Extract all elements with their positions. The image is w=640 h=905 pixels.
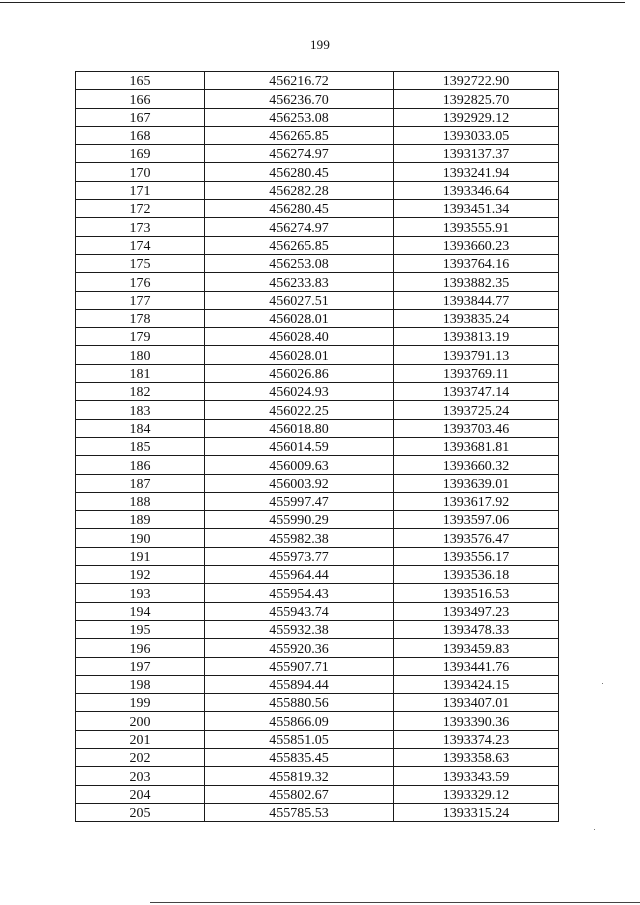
point-number-cell: 194 bbox=[76, 602, 205, 620]
y-coordinate-cell: 1393576.47 bbox=[394, 529, 559, 547]
bottom-scan-rule bbox=[150, 902, 640, 903]
y-coordinate-cell: 1393660.23 bbox=[394, 236, 559, 254]
point-number-cell: 189 bbox=[76, 511, 205, 529]
point-number-cell: 199 bbox=[76, 694, 205, 712]
x-coordinate-cell: 455819.32 bbox=[205, 767, 394, 785]
point-number-cell: 205 bbox=[76, 803, 205, 821]
y-coordinate-cell: 1393407.01 bbox=[394, 694, 559, 712]
y-coordinate-cell: 1393813.19 bbox=[394, 328, 559, 346]
table-row bbox=[76, 163, 559, 181]
point-number-cell: 195 bbox=[76, 620, 205, 638]
table-row bbox=[76, 108, 559, 126]
table-row bbox=[76, 529, 559, 547]
point-number-cell: 197 bbox=[76, 657, 205, 675]
table-row bbox=[76, 694, 559, 712]
table-row bbox=[76, 181, 559, 199]
point-number-cell: 165 bbox=[76, 72, 205, 90]
x-coordinate-cell: 455851.05 bbox=[205, 730, 394, 748]
table-row bbox=[76, 474, 559, 492]
y-coordinate-cell: 1393241.94 bbox=[394, 163, 559, 181]
point-number-cell: 204 bbox=[76, 785, 205, 803]
point-number-cell: 176 bbox=[76, 273, 205, 291]
y-coordinate-cell: 1393597.06 bbox=[394, 511, 559, 529]
point-number-cell: 174 bbox=[76, 236, 205, 254]
coordinates-table bbox=[75, 71, 559, 822]
x-coordinate-cell: 455954.43 bbox=[205, 584, 394, 602]
y-coordinate-cell: 1393617.92 bbox=[394, 492, 559, 510]
y-coordinate-cell: 1393835.24 bbox=[394, 309, 559, 327]
y-coordinate-cell: 1393844.77 bbox=[394, 291, 559, 309]
y-coordinate-cell: 1393358.63 bbox=[394, 748, 559, 766]
x-coordinate-cell: 456233.83 bbox=[205, 273, 394, 291]
point-number-cell: 186 bbox=[76, 456, 205, 474]
point-number-cell: 181 bbox=[76, 364, 205, 382]
scan-speck bbox=[602, 683, 603, 684]
x-coordinate-cell: 455785.53 bbox=[205, 803, 394, 821]
x-coordinate-cell: 455920.36 bbox=[205, 639, 394, 657]
x-coordinate-cell: 456003.92 bbox=[205, 474, 394, 492]
point-number-cell: 178 bbox=[76, 309, 205, 327]
y-coordinate-cell: 1393791.13 bbox=[394, 346, 559, 364]
table-row bbox=[76, 584, 559, 602]
x-coordinate-cell: 456253.08 bbox=[205, 254, 394, 272]
point-number-cell: 198 bbox=[76, 675, 205, 693]
point-number-cell: 169 bbox=[76, 145, 205, 163]
table-row bbox=[76, 291, 559, 309]
y-coordinate-cell: 1392825.70 bbox=[394, 90, 559, 108]
x-coordinate-cell: 456280.45 bbox=[205, 163, 394, 181]
table-row bbox=[76, 401, 559, 419]
table-row bbox=[76, 492, 559, 510]
point-number-cell: 188 bbox=[76, 492, 205, 510]
x-coordinate-cell: 456028.01 bbox=[205, 346, 394, 364]
x-coordinate-cell: 456265.85 bbox=[205, 236, 394, 254]
point-number-cell: 170 bbox=[76, 163, 205, 181]
y-coordinate-cell: 1393497.23 bbox=[394, 602, 559, 620]
point-number-cell: 200 bbox=[76, 712, 205, 730]
table-row bbox=[76, 803, 559, 821]
y-coordinate-cell: 1393660.32 bbox=[394, 456, 559, 474]
table-row bbox=[76, 218, 559, 236]
y-coordinate-cell: 1393033.05 bbox=[394, 126, 559, 144]
x-coordinate-cell: 456022.25 bbox=[205, 401, 394, 419]
scan-speck bbox=[594, 829, 595, 830]
point-number-cell: 177 bbox=[76, 291, 205, 309]
x-coordinate-cell: 456014.59 bbox=[205, 437, 394, 455]
table-row bbox=[76, 785, 559, 803]
coordinates-table-body bbox=[76, 72, 559, 822]
x-coordinate-cell: 455835.45 bbox=[205, 748, 394, 766]
x-coordinate-cell: 456274.97 bbox=[205, 145, 394, 163]
x-coordinate-cell: 455932.38 bbox=[205, 620, 394, 638]
y-coordinate-cell: 1393681.81 bbox=[394, 437, 559, 455]
x-coordinate-cell: 455990.29 bbox=[205, 511, 394, 529]
table-row bbox=[76, 712, 559, 730]
page-number: 199 bbox=[309, 37, 331, 52]
x-coordinate-cell: 456024.93 bbox=[205, 383, 394, 401]
x-coordinate-cell: 455802.67 bbox=[205, 785, 394, 803]
x-coordinate-cell: 456265.85 bbox=[205, 126, 394, 144]
y-coordinate-cell: 1393556.17 bbox=[394, 547, 559, 565]
table-row bbox=[76, 767, 559, 785]
y-coordinate-cell: 1393137.37 bbox=[394, 145, 559, 163]
point-number-cell: 180 bbox=[76, 346, 205, 364]
table-row bbox=[76, 748, 559, 766]
x-coordinate-cell: 455997.47 bbox=[205, 492, 394, 510]
table-row bbox=[76, 126, 559, 144]
point-number-cell: 190 bbox=[76, 529, 205, 547]
x-coordinate-cell: 456274.97 bbox=[205, 218, 394, 236]
point-number-cell: 173 bbox=[76, 218, 205, 236]
x-coordinate-cell: 455866.09 bbox=[205, 712, 394, 730]
table-row bbox=[76, 309, 559, 327]
point-number-cell: 171 bbox=[76, 181, 205, 199]
point-number-cell: 166 bbox=[76, 90, 205, 108]
point-number-cell: 172 bbox=[76, 200, 205, 218]
y-coordinate-cell: 1393390.36 bbox=[394, 712, 559, 730]
table-row bbox=[76, 730, 559, 748]
table-row bbox=[76, 236, 559, 254]
x-coordinate-cell: 456280.45 bbox=[205, 200, 394, 218]
x-coordinate-cell: 456253.08 bbox=[205, 108, 394, 126]
table-row bbox=[76, 547, 559, 565]
table-row bbox=[76, 200, 559, 218]
y-coordinate-cell: 1392929.12 bbox=[394, 108, 559, 126]
table-row bbox=[76, 72, 559, 90]
x-coordinate-cell: 455964.44 bbox=[205, 566, 394, 584]
point-number-cell: 202 bbox=[76, 748, 205, 766]
point-number-cell: 179 bbox=[76, 328, 205, 346]
table-row bbox=[76, 437, 559, 455]
y-coordinate-cell: 1393374.23 bbox=[394, 730, 559, 748]
table-row bbox=[76, 254, 559, 272]
top-scan-rule bbox=[0, 2, 625, 3]
y-coordinate-cell: 1393424.15 bbox=[394, 675, 559, 693]
y-coordinate-cell: 1393703.46 bbox=[394, 419, 559, 437]
x-coordinate-cell: 456282.28 bbox=[205, 181, 394, 199]
table-row bbox=[76, 364, 559, 382]
y-coordinate-cell: 1392722.90 bbox=[394, 72, 559, 90]
y-coordinate-cell: 1393315.24 bbox=[394, 803, 559, 821]
y-coordinate-cell: 1393441.76 bbox=[394, 657, 559, 675]
point-number-cell: 185 bbox=[76, 437, 205, 455]
y-coordinate-cell: 1393346.64 bbox=[394, 181, 559, 199]
y-coordinate-cell: 1393329.12 bbox=[394, 785, 559, 803]
x-coordinate-cell: 456216.72 bbox=[205, 72, 394, 90]
y-coordinate-cell: 1393555.91 bbox=[394, 218, 559, 236]
point-number-cell: 203 bbox=[76, 767, 205, 785]
x-coordinate-cell: 456018.80 bbox=[205, 419, 394, 437]
point-number-cell: 182 bbox=[76, 383, 205, 401]
table-row bbox=[76, 620, 559, 638]
table-row bbox=[76, 675, 559, 693]
y-coordinate-cell: 1393343.59 bbox=[394, 767, 559, 785]
x-coordinate-cell: 455894.44 bbox=[205, 675, 394, 693]
table-row bbox=[76, 456, 559, 474]
point-number-cell: 168 bbox=[76, 126, 205, 144]
x-coordinate-cell: 455943.74 bbox=[205, 602, 394, 620]
x-coordinate-cell: 456028.40 bbox=[205, 328, 394, 346]
x-coordinate-cell: 455973.77 bbox=[205, 547, 394, 565]
table-row bbox=[76, 90, 559, 108]
table-row bbox=[76, 145, 559, 163]
point-number-cell: 167 bbox=[76, 108, 205, 126]
x-coordinate-cell: 456009.63 bbox=[205, 456, 394, 474]
y-coordinate-cell: 1393882.35 bbox=[394, 273, 559, 291]
x-coordinate-cell: 456236.70 bbox=[205, 90, 394, 108]
point-number-cell: 193 bbox=[76, 584, 205, 602]
y-coordinate-cell: 1393451.34 bbox=[394, 200, 559, 218]
y-coordinate-cell: 1393478.33 bbox=[394, 620, 559, 638]
table-row bbox=[76, 419, 559, 437]
table-row bbox=[76, 328, 559, 346]
point-number-cell: 196 bbox=[76, 639, 205, 657]
x-coordinate-cell: 455907.71 bbox=[205, 657, 394, 675]
point-number-cell: 192 bbox=[76, 566, 205, 584]
point-number-cell: 191 bbox=[76, 547, 205, 565]
point-number-cell: 175 bbox=[76, 254, 205, 272]
y-coordinate-cell: 1393725.24 bbox=[394, 401, 559, 419]
table-row bbox=[76, 511, 559, 529]
y-coordinate-cell: 1393747.14 bbox=[394, 383, 559, 401]
table-row bbox=[76, 639, 559, 657]
y-coordinate-cell: 1393459.83 bbox=[394, 639, 559, 657]
x-coordinate-cell: 456026.86 bbox=[205, 364, 394, 382]
point-number-cell: 187 bbox=[76, 474, 205, 492]
x-coordinate-cell: 456028.01 bbox=[205, 309, 394, 327]
point-number-cell: 184 bbox=[76, 419, 205, 437]
y-coordinate-cell: 1393769.11 bbox=[394, 364, 559, 382]
point-number-cell: 201 bbox=[76, 730, 205, 748]
y-coordinate-cell: 1393536.18 bbox=[394, 566, 559, 584]
x-coordinate-cell: 456027.51 bbox=[205, 291, 394, 309]
table-row bbox=[76, 602, 559, 620]
y-coordinate-cell: 1393516.53 bbox=[394, 584, 559, 602]
table-row bbox=[76, 566, 559, 584]
table-row bbox=[76, 346, 559, 364]
y-coordinate-cell: 1393639.01 bbox=[394, 474, 559, 492]
table-row bbox=[76, 383, 559, 401]
y-coordinate-cell: 1393764.16 bbox=[394, 254, 559, 272]
point-number-cell: 183 bbox=[76, 401, 205, 419]
x-coordinate-cell: 455982.38 bbox=[205, 529, 394, 547]
x-coordinate-cell: 455880.56 bbox=[205, 694, 394, 712]
table-row bbox=[76, 273, 559, 291]
table-row bbox=[76, 657, 559, 675]
